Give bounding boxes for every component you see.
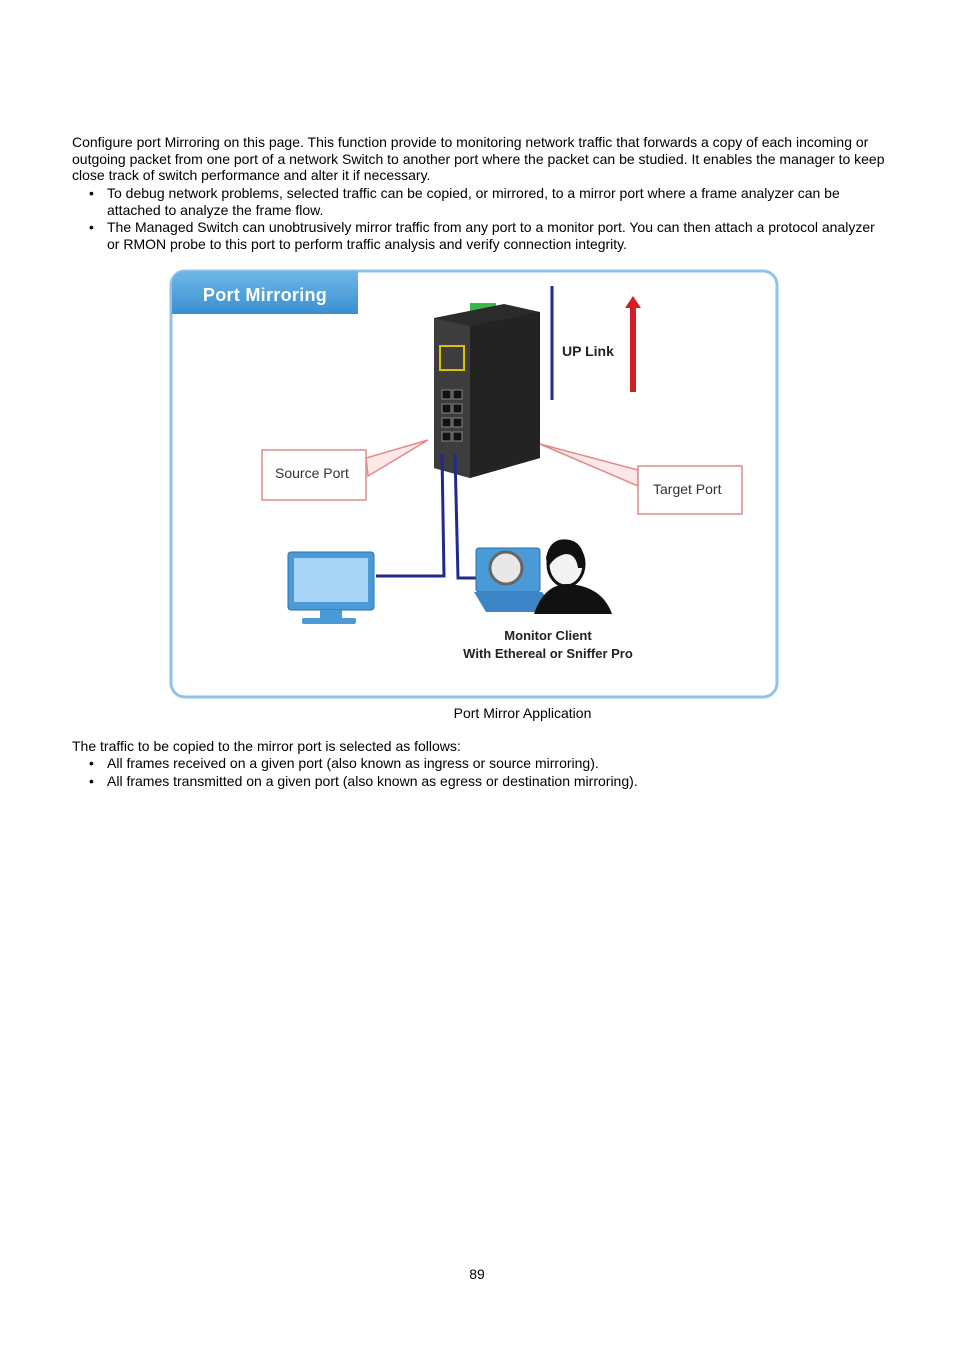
figure-title: Port Mirroring	[202, 285, 328, 305]
figure-caption: Port Mirror Application	[453, 705, 592, 721]
port-mirroring-figure	[168, 268, 780, 700]
switch-icon	[434, 303, 540, 478]
monitor-client-label: Monitor Client	[504, 628, 592, 643]
uplink-label: UP Link	[562, 343, 614, 359]
selection-intro: The traffic to be copied to the mirror port is selected as follows:	[72, 738, 461, 754]
bullet-list-purposes	[72, 185, 887, 253]
list-item: • To debug network problems, selected traffic can be copied, or mirrored, to a mirror port where a frame analyzer can be attached to analyze the frame flow.	[72, 185, 887, 218]
monitor-client-sublabel: With Ethereal or Sniffer Pro	[463, 646, 633, 661]
target-port-label: Target Port	[653, 481, 722, 497]
intro-paragraph: Configure port Mirroring on this page. This function provide to monitoring network traffic that forwards a copy of each incoming or outgoing packet from one port of a network Switch to another port where the packet can be studied. It enables the manager to keep close track of switch performance and alter it if necessary.	[72, 134, 885, 183]
list-item: • All frames transmitted on a given port (also known as egress or destination mirroring).	[72, 773, 887, 790]
list-item: • The Managed Switch can unobtrusively mirror traffic from any port to a monitor port. You can then attach a protocol analyzer or RMON probe to this port to perform traffic analysis and verify connection integrity.	[72, 219, 887, 252]
uplink-arrow-icon	[630, 308, 636, 392]
source-port-label: Source Port	[275, 465, 349, 481]
page-number: 89	[469, 1266, 485, 1282]
list-item: • All frames received on a given port (also known as ingress or source mirroring).	[72, 755, 887, 772]
bullet-list-selection	[72, 755, 887, 790]
